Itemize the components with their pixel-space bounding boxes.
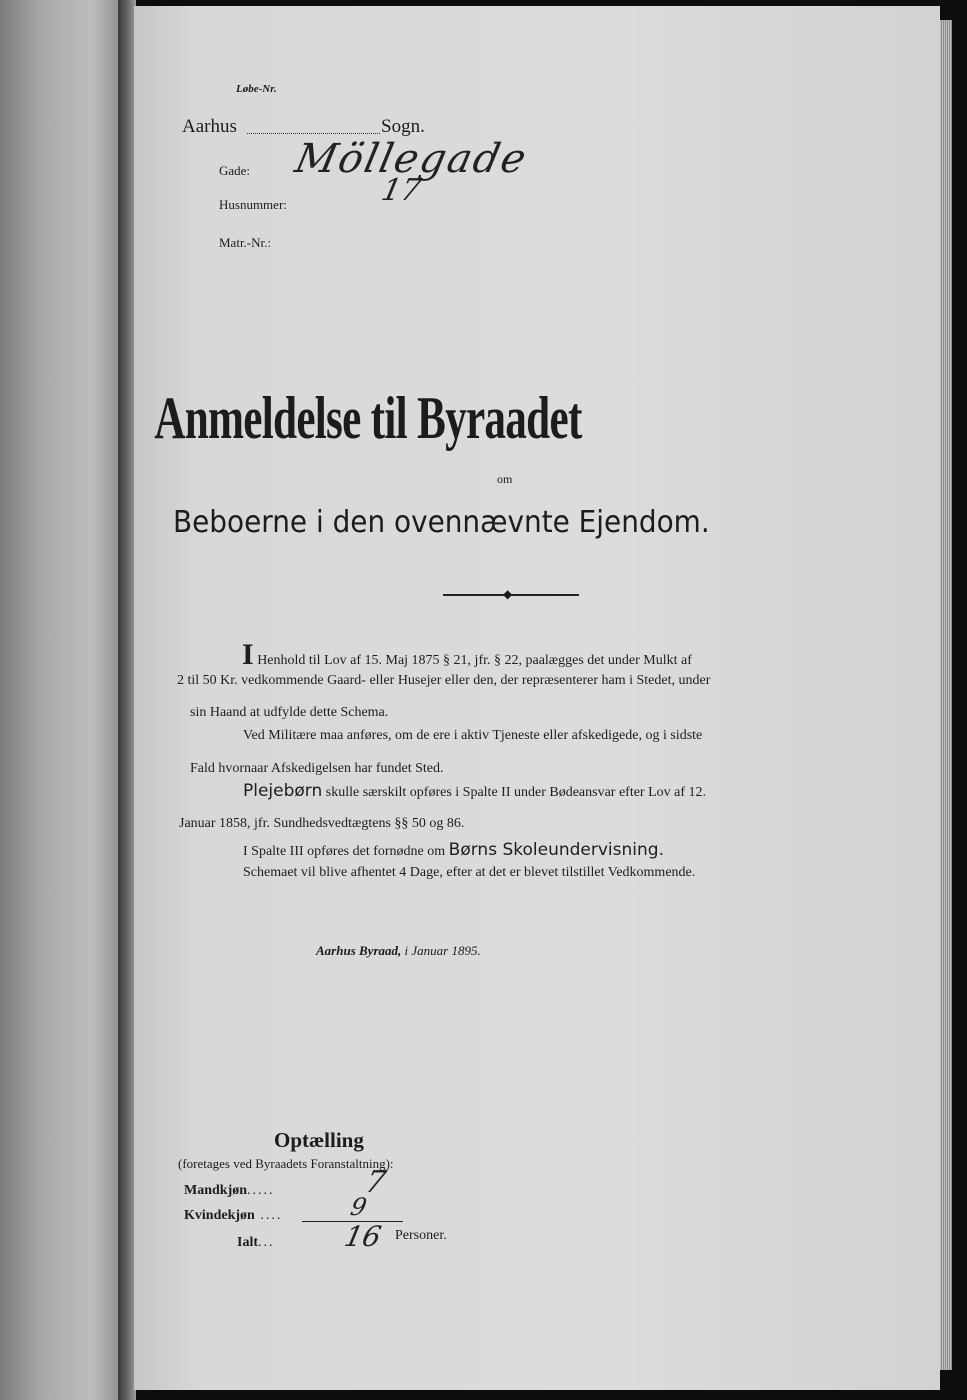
gade-value: Möllegade [291, 136, 532, 182]
optaelling-title: Optælling [274, 1128, 364, 1152]
optaelling-subtitle: (foretages ved Byraadets Foranstaltning): [178, 1156, 394, 1171]
document-title: Anmeldelse til Byraadet [154, 385, 582, 451]
dateline-place: Aarhus Byraad, [316, 943, 402, 958]
lobe-nr-label: Løbe-Nr. [236, 83, 277, 95]
mandkjon-value: 7 [362, 1165, 389, 1200]
paragraph-line: Schemaet vil blive afhentet 4 Dage, efter at det er blevet tilstillet Vedkommende. [243, 865, 696, 880]
ialt-label: Ialt [237, 1235, 258, 1250]
town-name: Aarhus [182, 116, 237, 137]
emphasis-text: Plejebørn [243, 781, 323, 801]
ialt-value: 16 [341, 1220, 385, 1253]
paragraph-line: sin Haand at udfylde dette Schema. [190, 705, 389, 720]
sogn-dotted-line [247, 133, 380, 134]
document-subtitle: Beboerne i den ovennævnte Ejendom. [173, 505, 710, 540]
paragraph-line: 2 til 50 Kr. vedkommende Gaard- eller Husejer eller den, der repræsenterer ham i Stedet, under [177, 673, 711, 688]
paragraph-text: Henhold til Lov af 15. Maj 1875 § 21, jfr. § 22, paalægges det under Mulkt af [257, 653, 692, 668]
personer-label: Personer. [395, 1228, 447, 1243]
emphasis-text: Børns Skoleundervisning. [448, 840, 664, 860]
ornament-diamond-icon: ◆ [503, 587, 513, 601]
paragraph-line: Januar 1858, jfr. Sundhedsvedtægtens §§ 50 og 86. [179, 816, 465, 831]
husnummer-label: Husnummer: [219, 197, 287, 212]
page-edge [940, 20, 952, 1370]
paragraph-line [243, 781, 706, 801]
husnummer-value: 17 [378, 173, 424, 208]
paragraph-line: Fald hvornaar Afskedigelsen har fundet Sted. [190, 761, 444, 776]
paragraph-line: Ved Militære maa anføres, om de ere i aktiv Tjeneste eller afskedigede, og i sidste [243, 728, 703, 743]
gade-label: Gade: [219, 163, 251, 178]
ialt-row: Ialt... [237, 1235, 275, 1250]
kvindekjon-row: Kvindekjøn .... [184, 1208, 283, 1223]
dateline [316, 943, 481, 959]
mandkjon-row: Mandkjøn..... [184, 1183, 275, 1198]
paragraph-line [242, 638, 692, 672]
dropcap: I [242, 638, 254, 671]
paragraph-text: I Spalte III opføres det fornødne om [243, 844, 446, 859]
left-page [0, 0, 124, 1400]
kvindekjon-label: Kvindekjøn [184, 1208, 255, 1223]
paragraph-line [243, 840, 664, 860]
paragraph-text: skulle særskilt opføres i Spalte II under Bødeansvar efter Lov af 12. [325, 785, 707, 800]
kvindekjon-value: 9 [348, 1193, 370, 1221]
matr-nr-label: Matr.-Nr.: [219, 235, 271, 250]
dateline-date: i Januar 1895. [404, 943, 481, 958]
mandkjon-label: Mandkjøn [184, 1183, 248, 1198]
om-text: om [497, 472, 513, 486]
sogn-label: Sogn. [381, 116, 425, 137]
